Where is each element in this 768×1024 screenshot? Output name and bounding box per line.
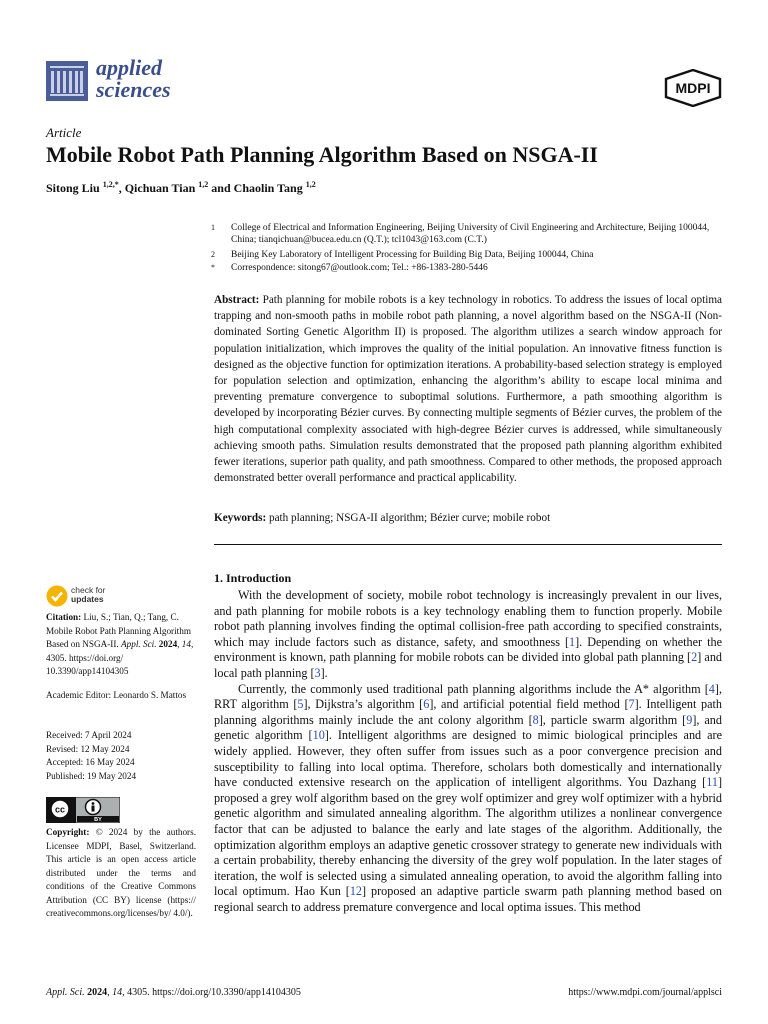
date-published: Published: 19 May 2024 (46, 770, 137, 781)
author-separator: and (208, 181, 234, 195)
citation-reference-link[interactable]: 5 (297, 697, 304, 712)
citation-block: Citation: Liu, S.; Tian, Q.; Tang, C. Mobile Robot Path Planning Algorithm Based on NSGA-II. Appl. Sci. 2024, 14, 4305. https://doi.org/ 10.3390/app14104305 (46, 612, 194, 676)
abstract-text: Path planning for mobile robots is a key technology in robotics. To address the issues of local optima trapping and non-smooth paths in mobile robot path planning, a novel algorithm based on the NSGA-II (Non-dominated Sorting Genetic Algorithm II) is proposed. The algorithm utilizes a search window approach for population initialization, which improves the quality of the initial population. An innovative fitness function is designed as the objective function for optimization iterations. A probability-based selection strategy is employed for population selection and optimization, enhancing the algorithm’s ability to escape local minima and preventing premature convergence to suboptimal solutions. Furthermore, a path smoothing algorithm is developed by incorporating Bézier curves. By connecting multiple segments of Bézier curves, the problem of the high computational complexity associated with high-degree Bézier curves is addressed, while simultaneously achieving smooth paths. Simulation results demonstrated that the proposed path planning algorithm exhibited fewer iterations, superior path quality, and path smoothness. Compared to other methods, the proposed approach demonstrated better overall performance and practical applicability. (214, 294, 722, 485)
cc-by-badge[interactable] (46, 797, 120, 823)
citation-reference-link[interactable]: 3 (314, 665, 321, 680)
paragraph-text: ] proposed an adaptive particle swarm path planning method based on regional search to address premature convergence and local optima issues. This method (214, 884, 722, 914)
keywords-text: path planning; NSGA-II algorithm; Bézier curve; mobile robot (269, 512, 551, 524)
section-divider (214, 544, 722, 545)
footer-journal-link[interactable]: https://www.mdpi.com/journal/applsci (568, 987, 722, 998)
keywords (214, 512, 722, 524)
paragraph-text: ], particle swarm algorithm [ (538, 712, 687, 727)
author-corresponding-mark: * (114, 180, 119, 189)
publisher-text: MDPI (675, 80, 711, 96)
journal-name-line2: sciences (96, 77, 171, 102)
cc-license-label: BY (94, 817, 102, 823)
footer-volume: 14 (112, 987, 123, 998)
section-heading-introduction: 1. Introduction (214, 571, 292, 585)
paragraph-text: ], RRT algorithm [ (214, 681, 722, 712)
citation-reference-link[interactable]: 8 (532, 712, 539, 727)
copyright-label: Copyright: (46, 827, 90, 837)
copyright-block (46, 826, 196, 921)
check-for-updates-button[interactable] (46, 585, 196, 607)
correspondence-text: Correspondence: sitong67@outlook.com; Tel.: +86-1383-280-5446 (231, 263, 488, 273)
paragraph-text: ]. Depending on whether the environment is known, path planning for mobile robots can be divided into global path planning [ (214, 634, 722, 665)
affiliation-2 (211, 249, 726, 261)
journal-logo (46, 61, 88, 101)
svg-text:cc: cc (54, 804, 66, 815)
affiliation-mark: * (211, 263, 215, 272)
abstract-label: Abstract: (214, 294, 260, 306)
abstract (214, 292, 722, 486)
footer-doi: , 4305. https://doi.org/10.3390/app14104305 (122, 987, 301, 998)
author-name: Chaolin Tang (233, 181, 303, 195)
author-affiliation-marks: 1,2, (102, 180, 115, 189)
citation-reference-link[interactable]: 12 (349, 884, 363, 899)
citation-reference-link[interactable]: 4 (708, 681, 715, 696)
paragraph (214, 588, 722, 682)
affiliation-text: Beijing Key Laboratory of Intelligent Processing for Building Big Data, Beijing 100044, China (231, 250, 594, 260)
author-name: Sitong Liu (46, 181, 100, 195)
check-updates-line1: check for (71, 585, 106, 595)
paragraph (214, 682, 722, 916)
author-separator: , (118, 181, 125, 195)
citation-journal: Appl. Sci. (121, 639, 157, 649)
copyright-text: © 2024 by the authors. Licensee MDPI, Basel, Switzerland. This article is an open access article distributed under the terms and conditions of the Creative Commons Attribution (CC BY) license (https:// creativecommons.org/licenses/by/ 4.0/). (46, 827, 196, 918)
journal-name-line1: applied (96, 55, 162, 80)
citation-reference-link[interactable]: 11 (706, 775, 718, 790)
check-updates-icon (46, 585, 68, 607)
keywords-label: Keywords: (214, 512, 267, 524)
citation-reference-link[interactable]: 6 (423, 697, 430, 712)
academic-editor: Academic Editor: Leonardo S. Mattos (46, 690, 187, 700)
date-accepted: Accepted: 16 May 2024 (46, 757, 135, 767)
correspondence (211, 262, 726, 274)
affiliation-mark: 2 (211, 250, 215, 259)
paragraph-text: ] proposed a grey wolf algorithm based on the grey wolf optimizer and grey wolf optimizer with a hybrid genetic algorithm and simulated annealing algorithm. The algorithm utilizes a nonlinear convergence factor that can be adjusted to balance the early and late stages of the algorithm. Additionally, the optimization algorithm employs an adaptive genetic crossover strategy to generate new individuals with a certain probability, thereby enhancing the diversity of the grey wolf population. In the later stages of iteration, the wolf is selected using a simulated annealing operation, to avoid the algorithm falling into local optimum. Hao Kun [ (214, 775, 722, 899)
date-revised: Revised: 12 May 2024 (46, 743, 130, 754)
citation-reference-link[interactable]: 9 (686, 712, 693, 727)
introduction-body (214, 588, 722, 915)
author-affiliation-marks: 1,2 (305, 180, 316, 189)
affiliation-mark: 1 (211, 223, 215, 232)
affiliation-text: College of Electrical and Information Engineering, Beijing University of Civil Engineering and Architecture, Beijing 100044, China; tianqichuan@bucea.edu.cn (Q.T.); tcl1043@163.com (C.T.) (231, 223, 710, 245)
paragraph-text: ], and genetic algorithm [ (214, 712, 722, 743)
citation-reference-link[interactable]: 7 (628, 697, 635, 712)
paragraph-text: Currently, the commonly used traditional path planning algorithms include the A* algorithm [ (238, 681, 709, 696)
citation-reference-link[interactable]: 2 (691, 650, 698, 665)
paragraph-text: ]. (320, 665, 328, 680)
footer-journal: Appl. Sci. (46, 987, 85, 998)
citation-label: Citation: (46, 612, 82, 622)
date-received: Received: 7 April 2024 (46, 730, 132, 740)
mdpi-logo (664, 69, 722, 107)
page-title: Mobile Robot Path Planning Algorithm Based on NSGA-II (46, 142, 598, 167)
citation-volume: 14 (181, 639, 191, 649)
check-updates-line2: updates (71, 594, 104, 604)
affiliation-1 (211, 222, 726, 246)
citation-year: 2024 (158, 639, 178, 649)
footer-year: 2024 (87, 987, 108, 998)
author-affiliation-marks: 1,2 (198, 180, 209, 189)
citation-doi: , 4305. https://doi.org/ 10.3390/app14104305 (46, 639, 194, 676)
publication-dates (46, 729, 196, 783)
article-type: Article (46, 125, 82, 140)
author-name: Qichuan Tian (124, 181, 196, 195)
paragraph-text: ], and artificial potential field method [ (429, 697, 629, 712)
journal-name (96, 57, 171, 101)
paragraph-text: ], Dijkstra’s algorithm [ (303, 697, 424, 712)
citation-reference-link[interactable]: 10 (312, 728, 325, 743)
paragraph-text: ]. Intelligent algorithms are designed to mimic biological principles and are widely applied. However, they often suffer from issues such as a poor convergence precision and susceptibility to falling into local optima. Therefore, scholars both domestically and internationally have conducted extensive research on the application of intelligent algorithms. You Dazhang [ (214, 728, 722, 790)
citation-reference-link[interactable]: 1 (569, 634, 576, 649)
citation-text: Liu, S.; Tian, Q.; Tang, C. Mobile Robot Path Planning Algorithm Based on NSGA-II. (46, 612, 191, 649)
author-list (46, 180, 316, 196)
paragraph-text: With the development of society, mobile robot technology is increasingly prevalent in our lives, and path planning for mobile robots is a key technology enabling them to function properly. Mobile robot path planning involves finding the optimal collision-free path according to specified constraints, which may include factors such as distance, safety, and smoothness [ (214, 588, 722, 649)
paragraph-text: ]. Intelligent path planning algorithms mainly include the ant colony algorithm [ (214, 697, 722, 727)
paragraph-text: ] and local path planning [ (214, 650, 723, 680)
footer-citation: Appl. Sci. 2024, 14, 4305. https://doi.org/10.3390/app14104305 (46, 987, 301, 998)
